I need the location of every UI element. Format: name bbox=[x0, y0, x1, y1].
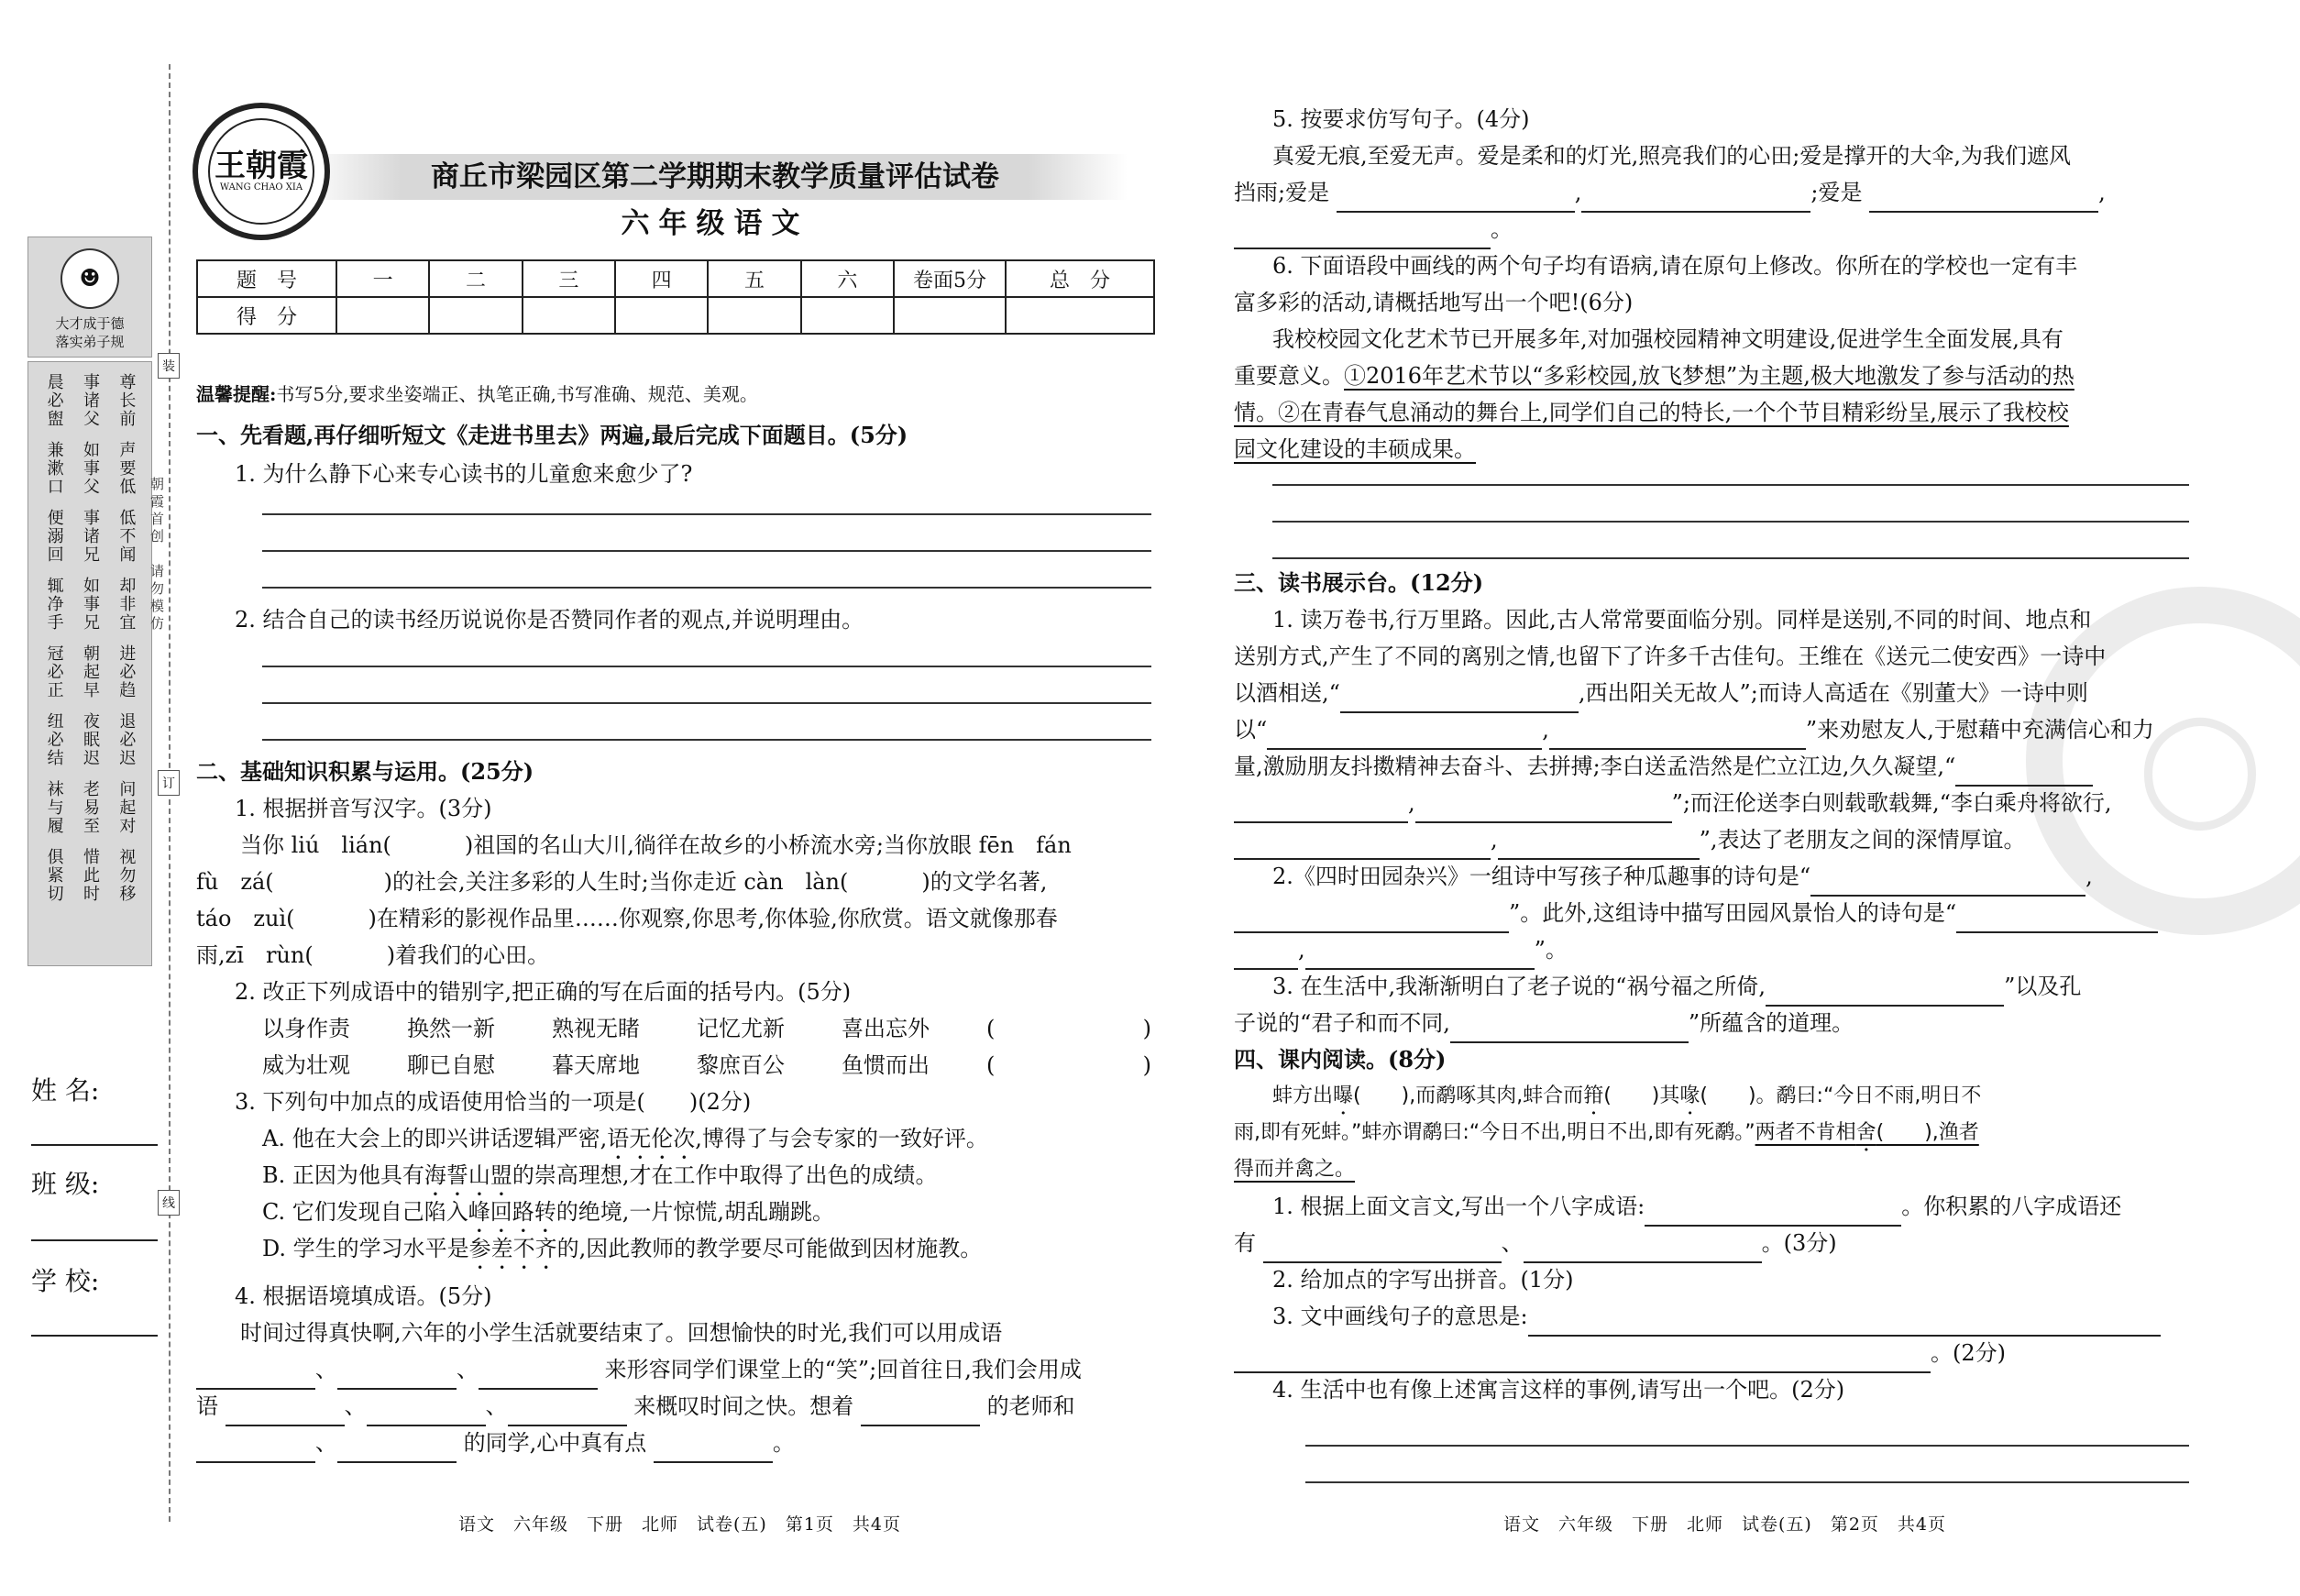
name-field[interactable] bbox=[31, 1144, 158, 1146]
text: 挡雨;爱是 bbox=[1234, 180, 1330, 205]
text: 语 bbox=[196, 1393, 218, 1419]
copyright-note: 朝霞首创 请勿模仿 bbox=[149, 477, 165, 633]
proverb-line: 退必迟 bbox=[116, 712, 137, 767]
proverb-line: 事诸兄 bbox=[80, 509, 100, 564]
answer-line[interactable] bbox=[1305, 1481, 2189, 1483]
reminder-label: 温馨提醒: bbox=[196, 383, 277, 405]
text: 3. 在生活中,我渐渐明白了老子说的“祸兮福之所倚, bbox=[1272, 974, 1766, 999]
text: D. 学生的学习水平是 bbox=[262, 1236, 469, 1261]
pinyin-line-4 bbox=[196, 937, 549, 974]
proverb-line: 惜此时 bbox=[80, 848, 100, 903]
reminder-text: 书写5分,要求坐姿端正、执笔正确,书写准确、规范、美观。 bbox=[276, 383, 758, 405]
proverb-line: 如事父 bbox=[80, 441, 100, 496]
dotted-char: 喙 bbox=[1679, 1084, 1700, 1107]
text: 的,因此教师的教学要尽可能做到因材施教。 bbox=[556, 1236, 983, 1261]
fill-blank[interactable] bbox=[1267, 711, 1542, 750]
table-cell: 六 bbox=[801, 260, 894, 297]
section-1-title: 一、先看题,再仔细听短文《走进书里去》两遍,最后完成下面题目。(5分) bbox=[196, 422, 908, 448]
text: , bbox=[1491, 827, 1498, 853]
score-cell[interactable] bbox=[1006, 297, 1154, 334]
text: )的社会,关注多彩的人生时;当你走近 càn làn( bbox=[383, 869, 849, 895]
exam-subtitle: 六年级语文 bbox=[621, 207, 809, 240]
table-cell: 总 分 bbox=[1006, 260, 1154, 297]
text: 。 bbox=[772, 1430, 795, 1456]
q6-para-4 bbox=[1234, 431, 1476, 468]
table-cell: 四 bbox=[615, 260, 708, 297]
fill-blank[interactable] bbox=[1869, 174, 2098, 213]
proverb-line: 进必趋 bbox=[116, 644, 137, 699]
dotted-char: 箝 bbox=[1583, 1084, 1604, 1107]
text: 的绝境,一片惊慌,胡乱蹦跳。 bbox=[556, 1199, 835, 1225]
idiom: 暮天席地 bbox=[552, 1052, 640, 1078]
text: , bbox=[2085, 864, 2093, 889]
fill-blank[interactable] bbox=[1234, 1335, 1931, 1373]
text: )祖国的名山大川,徜徉在故乡的小桥流水旁;当你放眼 fēn fán bbox=[464, 832, 1072, 858]
s2-question-4: 4. 根据语境填成语。(5分) bbox=[235, 1283, 492, 1309]
pinyin-line-1 bbox=[240, 827, 1072, 864]
table-cell: 二 bbox=[429, 260, 522, 297]
fill-blank[interactable] bbox=[1234, 211, 1491, 249]
score-cell[interactable] bbox=[336, 297, 429, 334]
proverb-line: 冠必正 bbox=[44, 644, 64, 699]
fill-blank[interactable] bbox=[1337, 174, 1575, 213]
s3-q1-line-2: 送别方式,产生了不同的离别之情,也留下了许多千古佳句。王维在《送元二使安西》一诗中 bbox=[1234, 644, 2107, 669]
idiom-row-1 bbox=[262, 1010, 1151, 1047]
idiom: 以身作责 bbox=[262, 1016, 350, 1041]
section-4-title: 四、课内阅读。(8分) bbox=[1234, 1046, 1447, 1073]
text: 来概叹时间之快。想着 bbox=[633, 1393, 854, 1419]
table-cell: 得 分 bbox=[197, 297, 336, 334]
page-footer-1: 语文 六年级 下册 北师 试卷(五) 第1页 共4页 bbox=[458, 1514, 902, 1535]
proverb-group bbox=[36, 848, 144, 903]
text: 。你积累的八字成语还 bbox=[1901, 1194, 2122, 1219]
proverb-line: 袜与履 bbox=[44, 780, 64, 835]
dotted-char: 曝 bbox=[1333, 1084, 1354, 1107]
underlined-sentence: 园文化建设的丰硕成果。 bbox=[1234, 436, 1476, 462]
school-field[interactable] bbox=[31, 1335, 158, 1337]
text: , bbox=[1408, 790, 1415, 816]
dotted-idiom: 峰回路转 bbox=[468, 1199, 556, 1225]
text: ”。 bbox=[1534, 937, 1568, 963]
score-table-header-row bbox=[197, 260, 1154, 297]
classical-text-line-3 bbox=[1234, 1151, 1355, 1188]
text: 、 bbox=[1501, 1230, 1524, 1256]
table-cell: 五 bbox=[708, 260, 800, 297]
s2-question-2: 2. 改正下列成语中的错别字,把正确的写在后面的括号内。(5分) bbox=[235, 979, 852, 1005]
proverb-line: 事诸父 bbox=[80, 373, 100, 428]
text: )的文学名著, bbox=[921, 869, 1048, 895]
proverb-group bbox=[36, 509, 144, 564]
text: 蚌方出 bbox=[1272, 1084, 1334, 1107]
fill-blank[interactable] bbox=[508, 1388, 627, 1426]
pinyin-line-2 bbox=[196, 864, 1047, 900]
text: fù zá( bbox=[196, 869, 274, 895]
text: 雨,即有死蚌。”蚌亦谓鹬曰:“今日不出,明日不出,即有死鹬。” bbox=[1234, 1121, 1755, 1144]
text: C. 它们发现自己陷入 bbox=[262, 1199, 468, 1225]
score-cell[interactable] bbox=[429, 297, 522, 334]
answer-line[interactable] bbox=[262, 513, 1151, 515]
text: ( )其 bbox=[1603, 1084, 1680, 1107]
proverb-line: 辄净手 bbox=[44, 577, 64, 632]
fill-blank[interactable] bbox=[1549, 711, 1806, 750]
proverb-line: 纽必结 bbox=[44, 712, 64, 767]
text: , bbox=[1542, 717, 1549, 743]
text: 子说的“君子和而不同, bbox=[1234, 1010, 1450, 1036]
name-label: 姓 名: bbox=[31, 1075, 100, 1106]
fill-blank[interactable] bbox=[1955, 748, 2093, 787]
q6-para-2 bbox=[1234, 358, 2074, 394]
logo-subtext: WANG CHAO XIA bbox=[219, 182, 303, 193]
q5-line-2 bbox=[1234, 174, 2106, 213]
s3-q1-line-7 bbox=[1234, 821, 2026, 860]
score-cell[interactable] bbox=[615, 297, 708, 334]
fill-blank[interactable] bbox=[1645, 1188, 1901, 1227]
proverb-group bbox=[36, 644, 144, 699]
pinyin-line-3 bbox=[196, 900, 1058, 937]
score-cell[interactable] bbox=[708, 297, 800, 334]
fill-blank[interactable] bbox=[226, 1388, 345, 1426]
s4-question-3 bbox=[1272, 1298, 2161, 1337]
proverb-line: 便溺回 bbox=[44, 509, 64, 564]
text: 重要意义。 bbox=[1234, 363, 1344, 389]
idiom-row-2 bbox=[262, 1047, 1151, 1084]
dotted-char: 舍 bbox=[1855, 1121, 1876, 1144]
answer-line[interactable] bbox=[262, 666, 1151, 667]
score-table-score-row bbox=[197, 297, 1154, 334]
text: 的崇高理想,才在工作中取得了出色的成绩。 bbox=[512, 1162, 938, 1188]
q6-title-2: 富多彩的活动,请概括地写出一个吧!(6分) bbox=[1234, 290, 1634, 315]
fill-blank[interactable] bbox=[196, 1425, 315, 1463]
answer-bracket[interactable]: ( ) bbox=[986, 1016, 1151, 1041]
idiom: 换然一新 bbox=[407, 1016, 495, 1041]
text: ,西出阳关无故人”;而诗人高适在《别董大》一诗中则 bbox=[1578, 680, 2088, 706]
text: 有 bbox=[1234, 1230, 1256, 1256]
text: 当你 liú lián( bbox=[240, 832, 391, 858]
proverb-line: 如事兄 bbox=[80, 577, 100, 632]
text: 。(2分) bbox=[1931, 1340, 2006, 1366]
s2-q4-line-3: 语 、 、 来概叹时间之快。想着 的老师和 bbox=[196, 1388, 1075, 1426]
text: 量,激励朋友抖擞精神去奋斗、去拼搏;李白送孟浩然是伫立江边,久久凝望,“ bbox=[1234, 754, 1956, 779]
s3-q1-line-6 bbox=[1234, 785, 2112, 823]
text: 的同学,心中真有点 bbox=[463, 1430, 647, 1456]
text: ;爱是 bbox=[1810, 180, 1863, 205]
answer-line[interactable] bbox=[1272, 484, 2189, 486]
classical-text-line-2 bbox=[1234, 1115, 1979, 1156]
text: 3. 文中画线句子的意思是: bbox=[1272, 1304, 1528, 1329]
s4-question-2: 2. 给加点的字写出拼音。(1分) bbox=[1272, 1267, 1574, 1293]
q6-para-3 bbox=[1234, 394, 2069, 431]
answer-line[interactable] bbox=[262, 739, 1151, 741]
fill-blank[interactable] bbox=[1810, 858, 2085, 897]
proverb-line: 俱紧切 bbox=[44, 848, 64, 903]
answer-line[interactable] bbox=[262, 702, 1151, 704]
fill-blank[interactable] bbox=[367, 1388, 486, 1426]
score-table bbox=[196, 259, 1155, 335]
underlined-sentence: ①2016年艺术节以“多彩校园,放飞梦想”为主题,极大地激发了参与活动的热 bbox=[1344, 363, 2074, 389]
fill-blank[interactable] bbox=[1498, 821, 1700, 860]
s3-q1-line-4 bbox=[1234, 711, 2154, 750]
idiom: 黎庶百公 bbox=[697, 1052, 785, 1078]
text: 雨,zī rùn( bbox=[196, 942, 314, 968]
class-field[interactable] bbox=[31, 1239, 158, 1241]
fill-blank[interactable] bbox=[861, 1388, 980, 1426]
table-cell: 一 bbox=[336, 260, 429, 297]
text: 以“ bbox=[1234, 717, 1268, 743]
classical-text-line-1 bbox=[1272, 1078, 1981, 1119]
text: ”以及孔 bbox=[2004, 974, 2082, 999]
proverb-line: 低不闻 bbox=[116, 509, 137, 564]
s2-q4-line-1: 时间过得真快啊,六年的小学生活就要结束了。回想愉快的时光,我们可以用成语 bbox=[240, 1320, 1003, 1346]
s4-q1-line-1 bbox=[1272, 1188, 2121, 1227]
score-cell[interactable] bbox=[801, 297, 894, 334]
proverb-line: 声要低 bbox=[116, 441, 137, 496]
text: 来形容同学们课堂上的“笑”;回首往日,我们会用成 bbox=[604, 1357, 1082, 1382]
watermark-seal: ○ bbox=[2026, 587, 2300, 935]
q5-line-3 bbox=[1234, 211, 1513, 249]
q6-title: 6. 下面语段中画线的两个句子均有语病,请在原句上修改。你所在的学校也一定有丰 bbox=[1272, 253, 2078, 279]
table-cell: 三 bbox=[523, 260, 615, 297]
s2-question-1: 1. 根据拼音写汉字。(3分) bbox=[235, 796, 492, 821]
answer-line[interactable] bbox=[1272, 557, 2189, 559]
reminder bbox=[196, 376, 758, 413]
proverb-line: 晨必盥 bbox=[44, 373, 64, 428]
proverb-line: 朝起早 bbox=[80, 644, 100, 699]
idiom: 威为壮观 bbox=[262, 1052, 350, 1078]
sidebar-caption-2: 落实弟子规 bbox=[55, 334, 125, 350]
underlined-sentence bbox=[1755, 1121, 1979, 1144]
idiom: 记忆尤新 bbox=[697, 1016, 785, 1041]
answer-line[interactable] bbox=[262, 587, 1151, 589]
text: B. 正因为他具有 bbox=[262, 1162, 424, 1188]
text: A. 他在大会上的即兴讲话逻辑严密, bbox=[262, 1126, 608, 1151]
text: ”;而汪伦送李白则载歌载舞,“李白乘舟将欲行, bbox=[1671, 790, 2112, 816]
sidebar-header bbox=[28, 237, 152, 358]
text: 2.《四时田园杂兴》一组诗中写孩子种瓜趣事的诗句是“ bbox=[1272, 864, 1811, 889]
answer-bracket[interactable]: ( ) bbox=[986, 1052, 1151, 1078]
s3-q2-line-1 bbox=[1272, 858, 2093, 897]
answer-line[interactable] bbox=[1305, 1445, 2189, 1447]
exam-title: 商丘市梁园区第二学期期末教学质量评估试卷 bbox=[431, 160, 999, 193]
dotted-idiom: 海誓山盟 bbox=[424, 1162, 512, 1188]
proverb-line: 却非宜 bbox=[116, 577, 137, 632]
fill-blank[interactable] bbox=[1450, 1005, 1689, 1043]
s3-q1-line-1: 1. 读万卷书,行万里路。因此,古人常常要面临分别。同样是送别,不同的时间、地点和 bbox=[1272, 607, 2092, 633]
fill-blank[interactable] bbox=[1234, 895, 1509, 933]
proverb-line: 夜眠迟 bbox=[80, 712, 100, 767]
text: táo zuì( bbox=[196, 906, 295, 931]
s2-question-3: 3. 下列句中加点的成语使用恰当的一项是( )(2分) bbox=[235, 1089, 752, 1115]
fill-blank[interactable] bbox=[337, 1351, 457, 1390]
s4-q1-line-2 bbox=[1234, 1225, 1837, 1263]
binding-sidebar bbox=[28, 237, 152, 970]
idiom: 喜出忘外 bbox=[842, 1016, 930, 1041]
scholar-figure-icon: ☻ bbox=[61, 248, 119, 309]
text: ( )。鹬曰:“今日不雨,明日不 bbox=[1700, 1084, 1982, 1107]
dotted-idiom: 参差不齐 bbox=[468, 1236, 557, 1261]
s3-q3-line-1 bbox=[1272, 968, 2081, 1007]
underlined-sentence: 得而并禽之。 bbox=[1234, 1158, 1356, 1181]
fill-blank[interactable] bbox=[1766, 968, 2004, 1007]
binding-mark: 线 bbox=[158, 1190, 180, 1216]
text: 的老师和 bbox=[986, 1393, 1075, 1419]
logo-text: 王朝霞 bbox=[215, 148, 308, 184]
q6-para-1: 我校校园文化艺术节已开展多年,对加强校园精神文明建设,促进学生全面发展,具有 bbox=[1272, 326, 2063, 352]
proverb-line: 尊长前 bbox=[116, 373, 137, 428]
text: ( ),而鹬啄其肉,蚌合而 bbox=[1353, 1084, 1584, 1107]
text: 。(3分) bbox=[1761, 1230, 1837, 1256]
text: , bbox=[1574, 180, 1582, 205]
answer-line[interactable] bbox=[262, 550, 1151, 552]
score-cell[interactable] bbox=[894, 297, 1006, 334]
idiom: 聊已自慰 bbox=[407, 1052, 495, 1078]
text: )着我们的心田。 bbox=[386, 942, 550, 968]
score-cell[interactable] bbox=[523, 297, 615, 334]
sidebar-caption-1: 大才成于德 bbox=[55, 315, 125, 332]
dotted-idiom: 语无伦次 bbox=[607, 1126, 696, 1151]
s4-question-4: 4. 生活中也有像上述寓言这样的事例,请写出一个吧。(2分) bbox=[1272, 1377, 1845, 1403]
answer-line[interactable] bbox=[1272, 521, 2189, 523]
proverb-line: 老易至 bbox=[80, 780, 100, 835]
school-label: 学 校: bbox=[31, 1266, 100, 1296]
section-3-title: 三、读书展示台。(12分) bbox=[1234, 569, 1484, 596]
proverb-group bbox=[36, 780, 144, 835]
underlined-sentence: ②在青春气息涌动的舞台上,同学们自己的特长,一个个节目精彩纷呈,展示了我校校 bbox=[1278, 400, 2069, 425]
fill-blank[interactable] bbox=[196, 1351, 315, 1390]
fill-blank[interactable] bbox=[1415, 785, 1672, 823]
fill-blank[interactable] bbox=[337, 1425, 457, 1463]
binding-mark: 订 bbox=[158, 770, 180, 796]
text: ”所蕴含的道理。 bbox=[1688, 1010, 1854, 1036]
s1-question-1: 1. 为什么静下心来专心读书的儿童愈来愈少了? bbox=[235, 461, 693, 487]
fill-blank[interactable] bbox=[1263, 1225, 1502, 1263]
proverb-line: 问起对 bbox=[116, 780, 137, 835]
class-label: 班 级: bbox=[31, 1169, 100, 1199]
s3-q1-line-5 bbox=[1234, 748, 2093, 787]
text: , bbox=[2098, 180, 2106, 205]
q5-line-1: 真爱无痕,至爱无声。爱是柔和的灯光,照亮我们的心田;爱是撑开的大伞,为我们遮风 bbox=[1272, 143, 2071, 169]
underlined-sentence: 情。 bbox=[1234, 400, 1278, 425]
fill-blank[interactable] bbox=[479, 1351, 598, 1390]
text: ”来劝慰友人,于慰藉中充满信心和力 bbox=[1805, 717, 2154, 743]
fill-blank[interactable] bbox=[1956, 895, 2158, 933]
text: ”。此外,这组诗中描写田园风景怡人的诗句是“ bbox=[1509, 900, 1957, 926]
s2-q4-line-2: 、 、 来形容同学们课堂上的“笑”;回首往日,我们会用成 bbox=[196, 1351, 1082, 1390]
fill-blank[interactable] bbox=[1234, 931, 1298, 970]
fill-blank[interactable] bbox=[1305, 931, 1535, 970]
fill-blank[interactable] bbox=[1581, 174, 1810, 213]
table-cell: 题 号 bbox=[197, 260, 336, 297]
text: ”,表达了老朋友之间的深情厚谊。 bbox=[1699, 827, 2026, 853]
text: 两者不肯相 bbox=[1755, 1121, 1856, 1144]
proverb-group bbox=[36, 441, 144, 496]
fill-blank[interactable] bbox=[1234, 785, 1408, 823]
text: 1. 根据上面文言文,写出一个八字成语: bbox=[1272, 1194, 1645, 1219]
text: , bbox=[1298, 937, 1305, 963]
fill-blank[interactable] bbox=[1524, 1225, 1762, 1263]
q5-title: 5. 按要求仿写句子。(4分) bbox=[1272, 106, 1530, 132]
s3-q3-line-2 bbox=[1234, 1005, 1854, 1043]
s3-q1-line-3 bbox=[1234, 675, 2088, 713]
s3-q2-line-3 bbox=[1234, 931, 1568, 970]
idiom: 熟视无睹 bbox=[552, 1016, 640, 1041]
s3-q2-line-2 bbox=[1234, 895, 2158, 933]
section-2-title: 二、基础知识积累与运用。(25分) bbox=[196, 758, 534, 785]
proverb-group bbox=[36, 373, 144, 428]
option-d[interactable] bbox=[262, 1230, 982, 1274]
proverb-group bbox=[36, 712, 144, 767]
proverb-group bbox=[36, 577, 144, 632]
proverb-line: 兼漱口 bbox=[44, 441, 64, 496]
text: )在精彩的影视作品里……你观察,你思考,你体验,你欣赏。语文就像那春 bbox=[368, 906, 1058, 931]
text: ,博得了与会专家的一致好评。 bbox=[695, 1126, 988, 1151]
s2-q4-line-4: 、 的同学,心中真有点 。 bbox=[196, 1425, 795, 1463]
proverb-panel bbox=[28, 361, 152, 966]
idiom: 鱼惯而出 bbox=[842, 1052, 930, 1078]
proverb-line: 视勿移 bbox=[116, 848, 137, 903]
s1-question-2: 2. 结合自己的读书经历说说你是否赞同作者的观点,并说明理由。 bbox=[235, 607, 864, 633]
table-cell: 卷面5分 bbox=[894, 260, 1006, 297]
page-footer-2: 语文 六年级 下册 北师 试卷(五) 第2页 共4页 bbox=[1503, 1514, 1947, 1535]
text: 以酒相送,“ bbox=[1234, 680, 1340, 706]
text: 。 bbox=[1491, 216, 1513, 242]
text: ( ),渔者 bbox=[1876, 1121, 1979, 1144]
fill-blank[interactable] bbox=[1340, 675, 1579, 713]
fill-blank[interactable] bbox=[1528, 1298, 2161, 1337]
fill-blank[interactable] bbox=[654, 1425, 773, 1463]
s4-question-3-cont bbox=[1234, 1335, 2006, 1373]
fill-blank[interactable] bbox=[1234, 821, 1491, 860]
binding-mark: 装 bbox=[158, 353, 180, 379]
